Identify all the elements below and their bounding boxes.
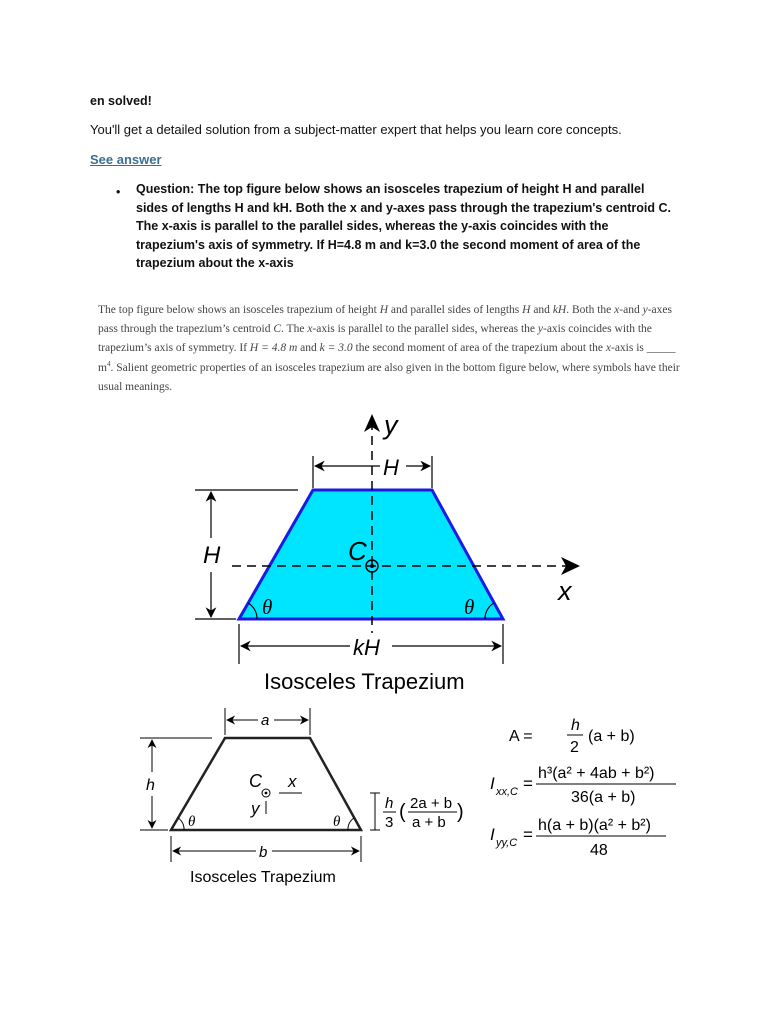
solved-heading: en solved! bbox=[90, 94, 152, 108]
problem-text: -axis is _____ m bbox=[98, 342, 676, 374]
area-2: 2 bbox=[570, 739, 579, 756]
top-trapezium-figure bbox=[195, 410, 580, 694]
area-rhs: (a + b) bbox=[588, 728, 635, 745]
top-figure-caption: Isosceles Trapezium bbox=[264, 669, 465, 694]
problem-symbol: H bbox=[379, 304, 388, 316]
problem-value: H = 4.8 m bbox=[249, 342, 298, 355]
top-width-label: H bbox=[383, 455, 399, 480]
iyy-den: 48 bbox=[590, 842, 608, 859]
problem-text: -axis is parallel to the parallel sides, whereas the bbox=[312, 323, 538, 336]
problem-symbol: C bbox=[273, 323, 282, 336]
top-height-label: H bbox=[203, 542, 221, 569]
centroid-paren-open: ( bbox=[399, 801, 406, 823]
ixx-den: 36(a + b) bbox=[571, 789, 636, 806]
top-centroid-dot bbox=[370, 564, 374, 568]
problem-symbol: x bbox=[605, 342, 611, 355]
problem-text: The top figure below shows an isosceles trapezium of height bbox=[98, 304, 380, 316]
top-y-axis-label: y bbox=[384, 410, 398, 440]
iyy-num: h(a + b)(a² + b²) bbox=[538, 817, 651, 834]
h-height-label: h bbox=[146, 777, 155, 794]
problem-text: and bbox=[297, 342, 320, 355]
centroid-h: h bbox=[385, 795, 394, 812]
centroid-den: a + b bbox=[412, 814, 446, 831]
bottom-angle-left: θ bbox=[188, 814, 196, 830]
problem-symbol: kH bbox=[552, 304, 567, 316]
bottom-figure-caption: Isosceles Trapezium bbox=[190, 869, 336, 886]
ixx-num: h³(a² + 4ab + b²) bbox=[538, 765, 655, 782]
centroid-3: 3 bbox=[385, 814, 394, 831]
problem-text: -axis coincides with the trapezium’s axis of symmetry. If bbox=[98, 323, 652, 355]
intro-text: You'll get a detailed solution from a subject-matter expert that helps you learn core concepts. bbox=[90, 122, 622, 137]
see-answer-link[interactable]: See answer bbox=[90, 152, 162, 167]
problem-symbol: y bbox=[537, 323, 543, 336]
problem-text: . Salient geometric properties of an isosceles trapezium are also given in the bottom figure below, where symbols have their usual meanings. bbox=[98, 361, 680, 393]
bottom-x-axis-label: x bbox=[288, 772, 297, 791]
problem-value: k = 3.0 bbox=[319, 342, 353, 355]
centroid-num: 2a + b bbox=[410, 795, 453, 812]
bottom-centroid-dot bbox=[265, 792, 268, 795]
problem-symbol: H bbox=[522, 304, 531, 316]
problem-symbol: x bbox=[307, 323, 313, 336]
unit-exponent: 4 bbox=[106, 359, 111, 368]
question-text: Question: The top figure below shows an isosceles trapezium of height H and parallel sides of lengths H and kH. Both the x and y-axes pass through the trapezium's centroid C. The x-axis is parallel to the parallel sides, whereas the y-axis coincides with the trapezium's axis of symmetry. If H=4.8 m and k=3.0 the second moment of area of the trapezium about the x-axis bbox=[136, 182, 672, 270]
problem-symbol: x bbox=[614, 304, 620, 316]
bottom-angle-arc-right bbox=[348, 818, 354, 830]
bottom-y-axis-label: y bbox=[251, 799, 260, 818]
iyy-eq: = bbox=[523, 825, 533, 844]
bottom-width-label: kH bbox=[353, 635, 380, 660]
ixx-eq: = bbox=[523, 774, 533, 793]
problem-text: -axes pass through the trapezium’s centroid bbox=[98, 304, 672, 336]
bottom-angle-right: θ bbox=[333, 814, 341, 830]
problem-text: . Both the bbox=[566, 304, 615, 316]
centroid-paren-close: ) bbox=[457, 801, 464, 823]
b-width-label: b bbox=[259, 844, 268, 861]
problem-symbol: y bbox=[642, 304, 648, 316]
problem-text: . The bbox=[281, 323, 308, 336]
ixx-I: I bbox=[490, 774, 495, 793]
bottom-trapezium-figure bbox=[140, 708, 464, 886]
problem-text: the second moment of area of the trapezium about the bbox=[352, 342, 606, 355]
bullet-icon: • bbox=[116, 185, 121, 199]
iyy-I: I bbox=[490, 825, 495, 844]
bottom-angle-arc-left bbox=[178, 818, 184, 830]
top-centroid-label: C bbox=[348, 536, 367, 566]
iyy-sub: yy,C bbox=[496, 837, 518, 849]
top-angle-right: θ bbox=[464, 595, 475, 619]
top-x-axis-label: x bbox=[558, 576, 572, 606]
area-h: h bbox=[571, 717, 580, 734]
ixx-sub: xx,C bbox=[496, 786, 518, 798]
area-lhs: A = bbox=[509, 728, 533, 745]
problem-statement: The top figure below shows an isosceles trapezium of height H and parallel sides of lengths H and kH. Both the x-and y-axes pass through the trapezium’s centroid C. The x-axis is parallel to the parallel sides, whereas the y-axis coincides with the trapezium’s axis of symmetry. If H = 4.8 m and k = 3.0 the second moment of area of the trapezium about the x-axis is _____ $m^4$. Salient geometric properties of an isosceles trapezium are also given in the bottom figure below, where symbols have their usual meanings. bbox=[98, 304, 680, 393]
formulas bbox=[490, 717, 676, 859]
a-width-label: a bbox=[261, 712, 270, 729]
bottom-centroid-label: C bbox=[249, 771, 262, 791]
problem-text: and parallel sides of lengths bbox=[388, 304, 523, 316]
top-angle-left: θ bbox=[262, 595, 273, 619]
problem-text: -and bbox=[619, 304, 643, 316]
